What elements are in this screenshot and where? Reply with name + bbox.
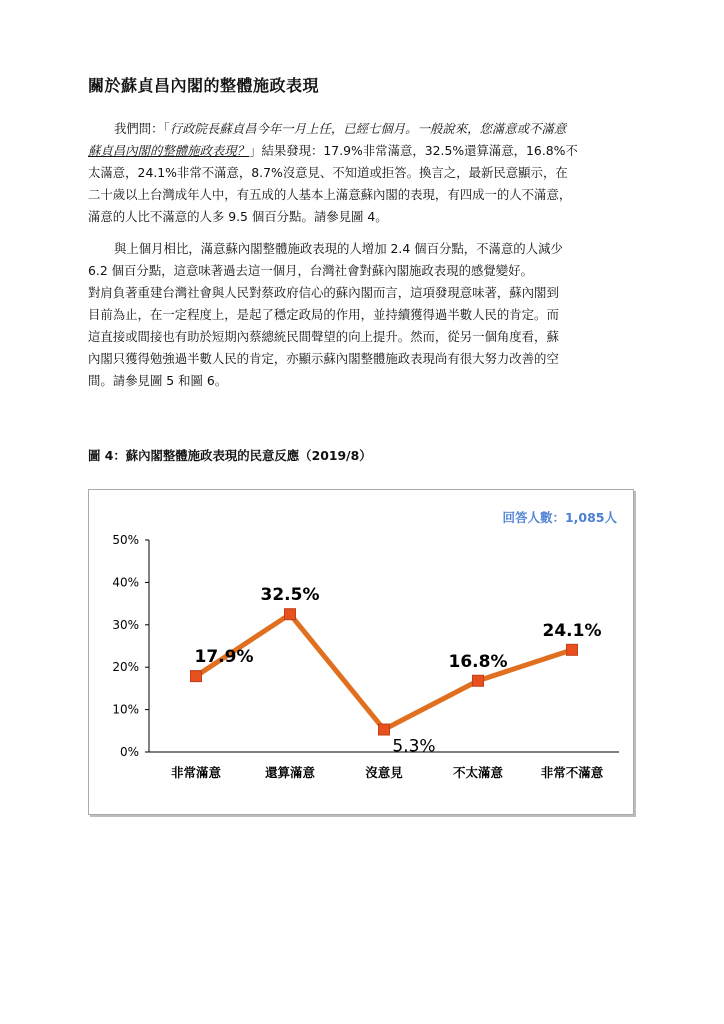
figure-caption: 圖 4：蘇內閣整體施政表現的民意反應（2019/8） bbox=[88, 448, 372, 463]
data-label: 24.1% bbox=[542, 620, 602, 641]
paragraph-2-line-2: 6.2 個百分點，這意味著過去這一個月，台灣社會對蘇內閣施政表現的感覺變好。 bbox=[88, 263, 533, 278]
y-tick-label: 50% bbox=[112, 533, 139, 547]
paragraph-1-line-3: 太滿意，24.1%非常不滿意，8.7%沒意見、不知道或拒答。換言之，最新民意顯示，在 bbox=[88, 165, 568, 180]
paragraph-2-line-3: 對肩負著重建台灣社會與人民對蔡政府信心的蘇內閣而言，這項發現意味著，蘇內閣到 bbox=[88, 285, 559, 300]
paragraph-1-line-2 bbox=[88, 140, 638, 162]
series-line bbox=[196, 614, 572, 729]
y-tick-label: 0% bbox=[119, 745, 139, 759]
paragraph-2-line-4: 目前為止，在一定程度上，是起了穩定政局的作用，並持續獲得過半數人民的肯定。而 bbox=[88, 307, 559, 322]
data-point bbox=[473, 675, 484, 686]
y-tick-label: 10% bbox=[112, 702, 139, 717]
paragraph-2 bbox=[88, 238, 638, 392]
paragraph-2-line-1: 與上個月相比，滿意蘇內閣整體施政表現的人增加 2.4 個百分點，不滿意的人減少 bbox=[114, 241, 563, 256]
data-label: 16.8% bbox=[448, 651, 508, 672]
x-tick-label: 還算滿意 bbox=[264, 765, 316, 780]
respondents-annotation: 回答人數：1,085人 bbox=[502, 510, 617, 525]
x-tick-label: 非常滿意 bbox=[170, 765, 222, 780]
x-tick-label: 非常不滿意 bbox=[540, 765, 604, 780]
paragraph-2-line-5: 這直接或間接也有助於短期內蔡總統民間聲望的向上提升。然而，從另一個角度看，蘇 bbox=[88, 329, 559, 344]
data-point bbox=[567, 644, 578, 655]
data-point bbox=[379, 724, 390, 735]
quote-open: 我們問：「 bbox=[114, 121, 170, 136]
paragraph-1-line-1 bbox=[88, 118, 638, 140]
survey-question-part-2: 蘇貞昌內閣的整體施政表現？ bbox=[88, 143, 250, 158]
data-label: 17.9% bbox=[194, 647, 254, 668]
results-text: 」結果發現：17.9%非常滿意，32.5%還算滿意，16.8%不 bbox=[249, 143, 578, 158]
paragraph-1-line-4: 二十歲以上台灣成年人中，有五成的人基本上滿意蘇內閣的表現，有四成一的人不滿意， bbox=[88, 187, 572, 202]
paragraph-2-line-7: 間。請參見圖 5 和圖 6。 bbox=[88, 373, 228, 388]
paragraph-1-line-5: 滿意的人比不滿意的人多 9.5 個百分點。請參見圖 4。 bbox=[88, 209, 388, 224]
section-heading: 關於蘇貞昌內閣的整體施政表現 bbox=[88, 76, 320, 95]
y-tick-label: 40% bbox=[112, 575, 139, 590]
data-point bbox=[285, 609, 296, 620]
line-chart bbox=[89, 490, 633, 814]
survey-question-part-1: 行政院長蘇貞昌今年一月上任，已經七個月。一般說來，您滿意或不滿意 bbox=[169, 121, 567, 136]
data-point bbox=[191, 671, 202, 682]
x-tick-label: 不太滿意 bbox=[452, 765, 504, 780]
x-tick-label: 沒意見 bbox=[365, 765, 403, 780]
chart-frame bbox=[88, 489, 634, 815]
data-label: 32.5% bbox=[260, 585, 320, 606]
y-tick-label: 30% bbox=[112, 617, 139, 632]
data-label: 5.3% bbox=[392, 736, 436, 757]
paragraph-2-line-6: 內閣只獲得勉強過半數人民的肯定，亦顯示蘇內閣整體施政表現尚有很大努力改善的空 bbox=[88, 351, 559, 366]
paragraph-1 bbox=[88, 118, 638, 228]
y-tick-label: 20% bbox=[112, 660, 139, 675]
